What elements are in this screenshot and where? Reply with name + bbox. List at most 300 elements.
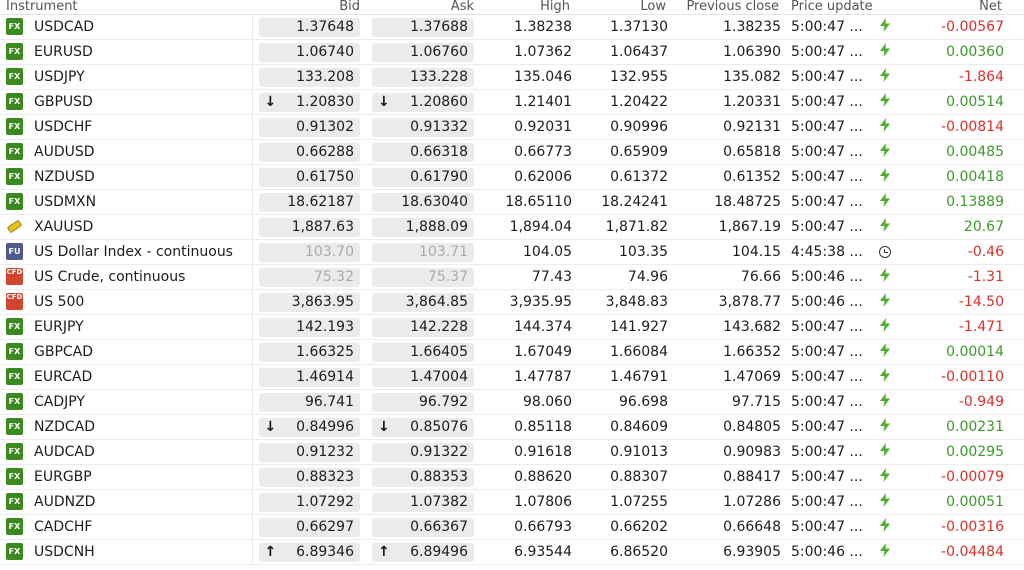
net-value: 0.00231: [901, 415, 1008, 440]
bid-cell[interactable]: [252, 290, 366, 315]
ask-cell[interactable]: [366, 340, 480, 365]
ask-value: 0.61790: [410, 168, 468, 185]
header-low[interactable]: Low: [576, 0, 672, 15]
ask-price-box[interactable]: [372, 243, 474, 262]
bid-value: 1.66325: [296, 343, 354, 360]
previous-close-value: 18.48725: [672, 190, 785, 215]
instrument-cell[interactable]: [0, 315, 252, 340]
table-row[interactable]: [0, 140, 1024, 165]
instrument-cell[interactable]: [0, 140, 252, 165]
bid-value: 0.84996: [296, 418, 354, 435]
price-update-time: 5:00:47 ...: [791, 394, 863, 410]
header-instrument[interactable]: Instrument: [0, 0, 252, 15]
high-value: 1.07806: [480, 490, 576, 515]
price-update-cell: [785, 340, 901, 365]
bid-value: 1.20830: [296, 93, 354, 110]
instrument-cell[interactable]: [0, 490, 252, 515]
bid-cell[interactable]: [252, 490, 366, 515]
bolt-icon: [877, 490, 893, 514]
bid-price-box[interactable]: [259, 343, 361, 362]
instrument-cell[interactable]: [0, 40, 252, 65]
price-update-time: 5:00:47 ...: [791, 494, 863, 510]
bid-cell[interactable]: [252, 540, 366, 565]
price-update-time: 5:00:47 ...: [791, 219, 863, 235]
fx-badge-icon: FX: [6, 168, 23, 185]
ask-value: 0.66318: [410, 143, 468, 160]
bolt-icon: [877, 215, 893, 239]
bid-price-box[interactable]: [259, 293, 361, 312]
ask-price-box[interactable]: [372, 93, 474, 112]
bid-price-box[interactable]: [259, 468, 361, 487]
instrument-name: EURJPY: [34, 319, 84, 335]
table-row[interactable]: [0, 115, 1024, 140]
ask-price-box[interactable]: [372, 368, 474, 387]
table-row[interactable]: [0, 190, 1024, 215]
instrument-cell[interactable]: [0, 165, 252, 190]
bid-cell[interactable]: [252, 140, 366, 165]
bid-cell[interactable]: [252, 15, 366, 40]
low-value: 18.24241: [576, 190, 672, 215]
row-edge: [1008, 115, 1024, 140]
ask-price-box[interactable]: [372, 68, 474, 87]
price-update-cell: [785, 140, 901, 165]
table-row[interactable]: [0, 515, 1024, 540]
arrow-up-icon: ↑: [378, 543, 390, 560]
ask-value: 133.228: [410, 68, 468, 85]
low-value: 0.88307: [576, 465, 672, 490]
ask-cell[interactable]: [366, 415, 480, 440]
bid-price-box[interactable]: [259, 218, 361, 237]
low-value: 6.86520: [576, 540, 672, 565]
table-row[interactable]: [0, 415, 1024, 440]
bid-price-box[interactable]: [259, 68, 361, 87]
row-edge: [1008, 90, 1024, 115]
ask-cell[interactable]: [366, 240, 480, 265]
bolt-icon: [877, 90, 893, 114]
table-row[interactable]: [0, 65, 1024, 90]
price-update-wrap: [791, 140, 897, 164]
ask-cell[interactable]: [366, 140, 480, 165]
price-update-wrap: [791, 265, 897, 289]
high-value: 1.67049: [480, 340, 576, 365]
table-row[interactable]: [0, 15, 1024, 40]
high-value: 0.66773: [480, 140, 576, 165]
bid-cell[interactable]: [252, 365, 366, 390]
bid-price-box[interactable]: [259, 43, 361, 62]
bid-cell[interactable]: [252, 415, 366, 440]
ask-price-box[interactable]: [372, 43, 474, 62]
table-row[interactable]: [0, 290, 1024, 315]
price-update-cell: [785, 190, 901, 215]
instrument-name: EURCAD: [34, 369, 93, 385]
bolt-icon: [877, 540, 893, 564]
ask-cell[interactable]: [366, 390, 480, 415]
ask-price-box[interactable]: [372, 18, 474, 37]
instrument-cell[interactable]: [0, 190, 252, 215]
header-high[interactable]: High: [480, 0, 576, 15]
bolt-icon: [877, 340, 893, 364]
low-value: 1.66084: [576, 340, 672, 365]
bid-cell[interactable]: [252, 115, 366, 140]
bid-cell[interactable]: [252, 440, 366, 465]
price-update-wrap: [791, 90, 897, 114]
ask-price-box[interactable]: [372, 118, 474, 137]
bid-value: 6.89346: [296, 543, 354, 560]
price-update-time: 5:00:46 ...: [791, 294, 863, 310]
instrument-name: US Crude, continuous: [34, 269, 186, 285]
instrument-cell[interactable]: [0, 340, 252, 365]
bid-cell[interactable]: [252, 315, 366, 340]
low-value: 0.65909: [576, 140, 672, 165]
arrow-down-icon: ↓: [264, 93, 277, 110]
bid-cell[interactable]: [252, 515, 366, 540]
ask-cell[interactable]: [366, 40, 480, 65]
ask-price-box[interactable]: [372, 293, 474, 312]
fx-badge-icon: FX: [6, 518, 23, 535]
bid-cell[interactable]: [252, 65, 366, 90]
bid-value: 133.208: [296, 68, 354, 85]
row-edge: [1008, 15, 1024, 40]
low-value: 1.46791: [576, 365, 672, 390]
instrument-cell[interactable]: [0, 540, 252, 565]
price-update-wrap: [791, 165, 897, 189]
ask-price-box[interactable]: [372, 418, 474, 437]
header-extra: [1008, 0, 1024, 15]
ask-value: 0.91332: [410, 118, 468, 135]
ask-value: 1.07382: [410, 493, 468, 510]
ask-value: 0.66367: [410, 518, 468, 535]
instrument-cell[interactable]: [0, 415, 252, 440]
bid-price-box[interactable]: [259, 443, 361, 462]
bid-price-box[interactable]: [259, 193, 361, 212]
table-row[interactable]: [0, 90, 1024, 115]
bid-cell[interactable]: [252, 215, 366, 240]
bid-price-box[interactable]: [259, 243, 361, 262]
ask-cell[interactable]: [366, 65, 480, 90]
price-update-time: 5:00:47 ...: [791, 444, 863, 460]
ask-cell[interactable]: [366, 265, 480, 290]
gold-bar-icon: [6, 218, 23, 235]
table-row[interactable]: [0, 490, 1024, 515]
bid-cell[interactable]: [252, 240, 366, 265]
instrument-cell[interactable]: [0, 440, 252, 465]
bid-price-box[interactable]: [259, 143, 361, 162]
ask-price-box[interactable]: [372, 193, 474, 212]
fx-badge-icon: FX: [6, 318, 23, 335]
bid-value: 0.66297: [296, 518, 354, 535]
bid-value: 0.66288: [296, 143, 354, 160]
bid-value: 103.70: [305, 243, 354, 260]
ask-cell[interactable]: [366, 165, 480, 190]
header-previous-close[interactable]: Previous close: [672, 0, 785, 15]
bid-cell[interactable]: [252, 340, 366, 365]
table-row[interactable]: [0, 440, 1024, 465]
low-value: 1.06437: [576, 40, 672, 65]
price-update-cell: [785, 115, 901, 140]
ask-value: 18.63040: [401, 193, 468, 210]
row-edge: [1008, 540, 1024, 565]
bolt-icon: [877, 290, 893, 314]
header-ask[interactable]: Ask: [366, 0, 480, 15]
price-update-time: 5:00:46 ...: [791, 544, 863, 560]
high-value: 6.93544: [480, 540, 576, 565]
ask-cell[interactable]: [366, 190, 480, 215]
instrument-cell[interactable]: [0, 365, 252, 390]
instrument-name: US 500: [34, 294, 85, 310]
price-update-wrap: [791, 390, 897, 414]
ask-price-box[interactable]: [372, 468, 474, 487]
low-value: 74.96: [576, 265, 672, 290]
ask-value: 96.792: [419, 393, 468, 410]
table-row[interactable]: [0, 365, 1024, 390]
bid-price-box[interactable]: [259, 168, 361, 187]
bid-cell[interactable]: [252, 390, 366, 415]
bolt-icon: [877, 40, 893, 64]
instrument-name: USDJPY: [34, 69, 85, 85]
ask-cell[interactable]: [366, 315, 480, 340]
bid-price-box[interactable]: [259, 368, 361, 387]
ask-price-box[interactable]: [372, 318, 474, 337]
low-value: 1,871.82: [576, 215, 672, 240]
instrument-name: USDCNH: [34, 544, 95, 560]
low-value: 1.20422: [576, 90, 672, 115]
ask-value: 142.228: [410, 318, 468, 335]
price-update-cell: [785, 415, 901, 440]
ask-cell[interactable]: [366, 465, 480, 490]
instrument-cell[interactable]: [0, 15, 252, 40]
net-value: -1.31: [901, 265, 1008, 290]
bid-price-box[interactable]: [259, 118, 361, 137]
high-value: 104.05: [480, 240, 576, 265]
header-price-update[interactable]: Price update: [785, 0, 901, 15]
price-update-time: 5:00:47 ...: [791, 94, 863, 110]
instrument-cell[interactable]: [0, 465, 252, 490]
instrument-cell[interactable]: [0, 65, 252, 90]
previous-close-value: 0.84805: [672, 415, 785, 440]
arrow-down-icon: ↓: [378, 93, 390, 110]
ask-cell[interactable]: [366, 90, 480, 115]
row-edge: [1008, 415, 1024, 440]
ask-cell[interactable]: [366, 490, 480, 515]
table-row[interactable]: [0, 265, 1024, 290]
previous-close-value: 0.90983: [672, 440, 785, 465]
bid-value: 1.06740: [296, 43, 354, 60]
table-row[interactable]: [0, 40, 1024, 65]
net-value: -0.00110: [901, 365, 1008, 390]
high-value: 1.07362: [480, 40, 576, 65]
price-update-time: 5:00:47 ...: [791, 144, 863, 160]
ask-value: 1.20860: [410, 93, 468, 110]
ask-cell[interactable]: [366, 15, 480, 40]
ask-value: 1.66405: [410, 343, 468, 360]
price-update-time: 5:00:47 ...: [791, 19, 863, 35]
high-value: 1.21401: [480, 90, 576, 115]
bid-value: 142.193: [296, 318, 354, 335]
bid-cell[interactable]: [252, 90, 366, 115]
bid-price-box[interactable]: [259, 93, 361, 112]
ask-cell[interactable]: [366, 515, 480, 540]
net-value: -0.04484: [901, 540, 1008, 565]
previous-close-value: 143.682: [672, 315, 785, 340]
bid-value: 1.46914: [296, 368, 354, 385]
previous-close-value: 6.93905: [672, 540, 785, 565]
instrument-cell[interactable]: [0, 215, 252, 240]
high-value: 18.65110: [480, 190, 576, 215]
table-row[interactable]: [0, 165, 1024, 190]
low-value: 1.37130: [576, 15, 672, 40]
bid-cell[interactable]: [252, 190, 366, 215]
net-value: -0.00079: [901, 465, 1008, 490]
row-edge: [1008, 390, 1024, 415]
bid-cell[interactable]: [252, 265, 366, 290]
price-update-wrap: [791, 440, 897, 464]
bolt-icon: [877, 440, 893, 464]
arrow-down-icon: ↓: [264, 418, 277, 435]
instrument-cell[interactable]: [0, 115, 252, 140]
price-update-time: 5:00:47 ...: [791, 519, 863, 535]
ask-price-box[interactable]: [372, 343, 474, 362]
previous-close-value: 97.715: [672, 390, 785, 415]
table-row[interactable]: [0, 240, 1024, 265]
table-row[interactable]: [0, 390, 1024, 415]
bid-price-box[interactable]: [259, 268, 361, 287]
price-update-time: 5:00:47 ...: [791, 44, 863, 60]
low-value: 0.91013: [576, 440, 672, 465]
previous-close-value: 1,867.19: [672, 215, 785, 240]
price-update-wrap: [791, 365, 897, 389]
fx-badge-icon: FX: [6, 143, 23, 160]
bolt-icon: [877, 190, 893, 214]
row-edge: [1008, 190, 1024, 215]
fx-badge-icon: FX: [6, 468, 23, 485]
instrument-cell[interactable]: [0, 290, 252, 315]
ask-price-box[interactable]: [372, 443, 474, 462]
net-value: -0.00316: [901, 515, 1008, 540]
price-update-wrap: [791, 65, 897, 89]
price-update-wrap: [791, 40, 897, 64]
ask-value: 0.91322: [410, 443, 468, 460]
price-update-wrap: [791, 215, 897, 239]
instrument-cell[interactable]: [0, 240, 252, 265]
ask-cell[interactable]: [366, 365, 480, 390]
bolt-icon: [877, 365, 893, 389]
ask-price-box[interactable]: [372, 168, 474, 187]
row-edge: [1008, 140, 1024, 165]
net-value: 0.00051: [901, 490, 1008, 515]
table-row[interactable]: [0, 540, 1024, 565]
ask-cell[interactable]: [366, 540, 480, 565]
price-update-cell: [785, 290, 901, 315]
high-value: 77.43: [480, 265, 576, 290]
ask-cell[interactable]: [366, 290, 480, 315]
row-edge: [1008, 490, 1024, 515]
ask-price-box[interactable]: [372, 393, 474, 412]
ask-price-box[interactable]: [372, 493, 474, 512]
instrument-name: US Dollar Index - continuous: [34, 244, 233, 260]
bid-price-box[interactable]: [259, 518, 361, 537]
previous-close-value: 104.15: [672, 240, 785, 265]
instrument-cell[interactable]: [0, 515, 252, 540]
price-update-wrap: [791, 115, 897, 139]
price-update-cell: [785, 440, 901, 465]
bid-price-box[interactable]: [259, 393, 361, 412]
instrument-name: AUDNZD: [34, 494, 96, 510]
high-value: 0.91618: [480, 440, 576, 465]
instrument-name: CADCHF: [34, 519, 93, 535]
bid-price-box[interactable]: [259, 493, 361, 512]
ask-price-box[interactable]: [372, 143, 474, 162]
bid-price-box[interactable]: [259, 18, 361, 37]
fx-badge-icon: FX: [6, 43, 23, 60]
row-edge: [1008, 290, 1024, 315]
bid-value: 1.07292: [296, 493, 354, 510]
bid-price-box[interactable]: [259, 543, 361, 562]
ask-price-box[interactable]: [372, 543, 474, 562]
row-edge: [1008, 315, 1024, 340]
ask-cell[interactable]: [366, 440, 480, 465]
table-row[interactable]: [0, 315, 1024, 340]
price-update-wrap: [791, 465, 897, 489]
price-update-wrap: [791, 15, 897, 39]
high-value: 0.92031: [480, 115, 576, 140]
low-value: 1.07255: [576, 490, 672, 515]
bolt-icon: [877, 415, 893, 439]
net-value: 0.00295: [901, 440, 1008, 465]
ask-value: 0.85076: [410, 418, 468, 435]
ask-price-box[interactable]: [372, 518, 474, 537]
ask-price-box[interactable]: [372, 218, 474, 237]
instrument-name: XAUUSD: [34, 219, 94, 235]
bid-cell[interactable]: [252, 40, 366, 65]
instrument-cell[interactable]: [0, 390, 252, 415]
bid-cell[interactable]: [252, 165, 366, 190]
price-update-cell: [785, 90, 901, 115]
ask-cell[interactable]: [366, 115, 480, 140]
table-row[interactable]: [0, 215, 1024, 240]
bid-price-box[interactable]: [259, 318, 361, 337]
instrument-cell[interactable]: [0, 265, 252, 290]
table-row[interactable]: [0, 340, 1024, 365]
bid-cell[interactable]: [252, 465, 366, 490]
table-row[interactable]: [0, 465, 1024, 490]
ask-cell[interactable]: [366, 215, 480, 240]
price-update-time: 5:00:47 ...: [791, 469, 863, 485]
price-update-cell: [785, 540, 901, 565]
bolt-icon: [877, 165, 893, 189]
price-update-time: 5:00:47 ...: [791, 194, 863, 210]
price-update-wrap: [791, 290, 897, 314]
high-value: 3,935.95: [480, 290, 576, 315]
net-value: -1.471: [901, 315, 1008, 340]
bid-value: 3,863.95: [291, 293, 354, 310]
bid-price-box[interactable]: [259, 418, 361, 437]
fx-badge-icon: FX: [6, 118, 23, 135]
instrument-name: GBPUSD: [34, 94, 93, 110]
low-value: 103.35: [576, 240, 672, 265]
ask-price-box[interactable]: [372, 268, 474, 287]
instrument-name: AUDUSD: [34, 144, 95, 160]
instrument-cell[interactable]: [0, 90, 252, 115]
low-value: 96.698: [576, 390, 672, 415]
low-value: 0.84609: [576, 415, 672, 440]
header-net[interactable]: Net: [901, 0, 1008, 15]
header-bid[interactable]: Bid: [252, 0, 366, 15]
row-edge: [1008, 465, 1024, 490]
fx-badge-icon: FX: [6, 93, 23, 110]
previous-close-value: 0.65818: [672, 140, 785, 165]
bolt-icon: [877, 515, 893, 539]
fx-badge-icon: FX: [6, 443, 23, 460]
